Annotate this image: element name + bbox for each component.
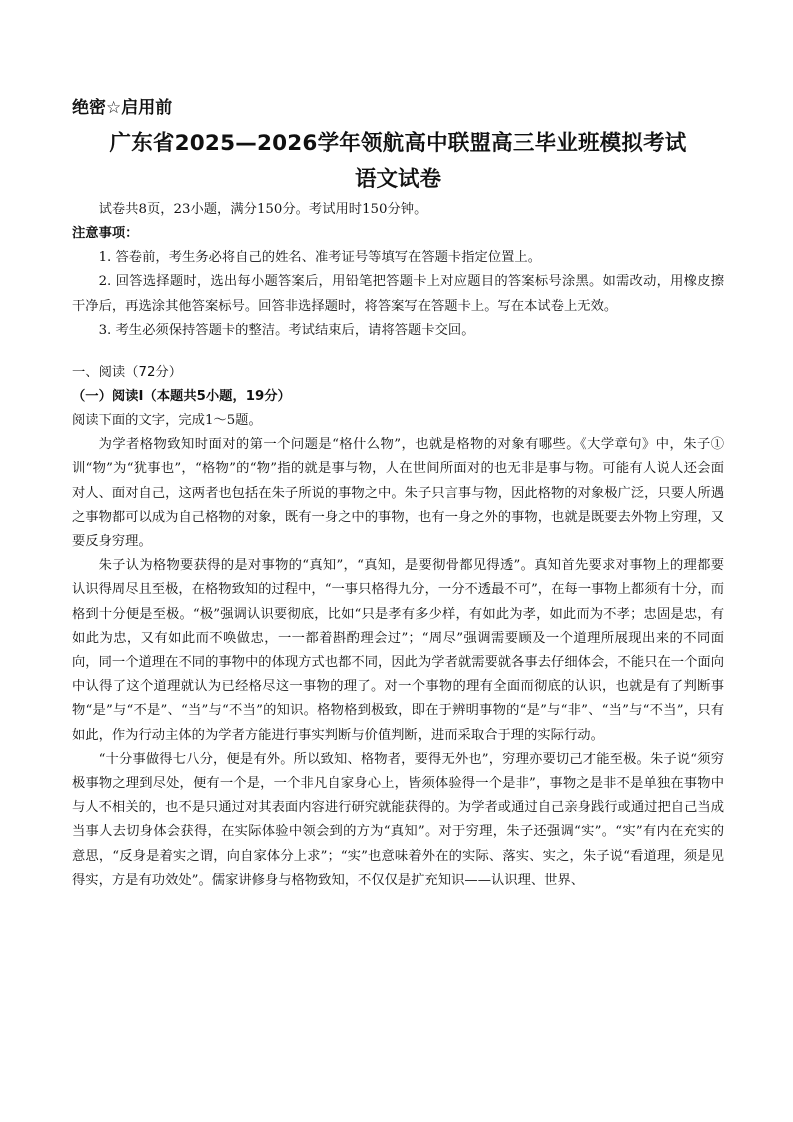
notice-heading: 注意事项： — [72, 226, 139, 242]
exam-title: 广东省2025—2026学年领航高中联盟高三毕业班模拟考试 — [109, 131, 687, 156]
passage-paragraph: “十分事做得七八分，便是有外。所以致知、格物者，要得无外也”，穷理亦要切己才能至极。朱子说“须穷极事物之理到尽处，便有一个是，一个非凡自家身心上，皆须体验得一个是非”，事物之是非不是单独在事物中与人不相关的，也不是只通过对其表面内容进行研究就能获得的。为学者或通过自己亲身践行或通过把自己当成当事人去切身体会获得，在实际体验中领会到的方为“真知”。对于穷理，朱子还强调“实”。“实”有内在充实的意思，“反身是着实之谓，向自家体分上求”；“实”也意味着外在的实际、落实、实之，朱子说“看道理，须是见得实，方是有功效处”。儒家讲修身与格物致知，不仅仅是扩充知识——认识理、世界、 — [72, 751, 724, 888]
section-heading: 一、阅读（72分） — [72, 365, 182, 381]
exam-page — [72, 96, 724, 893]
reading-instruction: 阅读下面的文字，完成1～5题。 — [72, 413, 262, 429]
secret-label: 绝密☆启用前 — [72, 98, 173, 118]
notice-item: 2. 回答选择题时，选出每小题答案后，用铅笔把答题卡上对应题目的答案标号涂黑。如需改动，用橡皮擦干净后，再选涂其他答案标号。回答非选择题时，将答案写在答题卡上。写在本试卷上无效。 — [72, 274, 724, 314]
exam-subtitle: 语文试卷 — [354, 167, 441, 192]
passage-paragraph: 朱子认为格物要获得的是对事物的“真知”，“真知，是要彻骨都见得透”。真知首先要求对事物上的理都要认识得周尽且至极，在格物致知的过程中，“一事只格得九分，一分不透最不可”，在每一事物上都须有十分，而格到十分便是至极。“极”强调认识要彻底，比如“只是孝有多少样，有如此为孝，如此而为不孝；忠固是忠，有如此为忠，又有如此而不唤做忠，一一都着斟酌理会过”；“周尽”强调需要顾及一个道理所展现出来的不同面向，同一个道理在不同的事物中的体现方式也都不同，因此为学者就需要就各事去仔细体会，不能只在一个面向中认得了这个道理就认为已经格尽这一事物的理了。对一个事物的理有全面而彻底的认识，也就是有了判断事物“是”与“不是”、“当”与“不当”的知识。格物格到极致，即在于辨明事物的“是”与“非”、“当”与“不当”，只有如此，作为行动主体的为学者方能进行事实判断与价值判断，进而采取合于理的实际行动。 — [72, 558, 724, 743]
exam-info: 试卷共8页，23小题，满分150分。考试用时150分钟。 — [98, 202, 428, 217]
notice-item: 1. 答卷前，考生务必将自己的姓名、准考证号等填写在答题卡指定位置上。 — [98, 250, 542, 266]
section-subheading: （一）阅读Ⅰ（本题共5小题，19分） — [72, 389, 291, 405]
passage-paragraph: 为学者格物致知时面对的第一个问题是“格什么物”，也就是格物的对象有哪些。《大学章句》中，朱子①训“物”为“犹事也”，“格物”的“物”指的就是事与物，人在世间所面对的也无非是事与物。可能有人说人还会面对人、面对自己，这两者也包括在朱子所说的事物之中。朱子只言事与物，因此格物的对象极广泛，只要人所遇之事物都可以成为自己格物的对象，既有一身之中的事物，也有一身之外的事物，也就是既要去外物上穷理，又要反身穷理。 — [72, 437, 724, 550]
notice-item: 3. 考生必须保持答题卡的整洁。考试结束后，请将答题卡交回。 — [98, 322, 475, 338]
